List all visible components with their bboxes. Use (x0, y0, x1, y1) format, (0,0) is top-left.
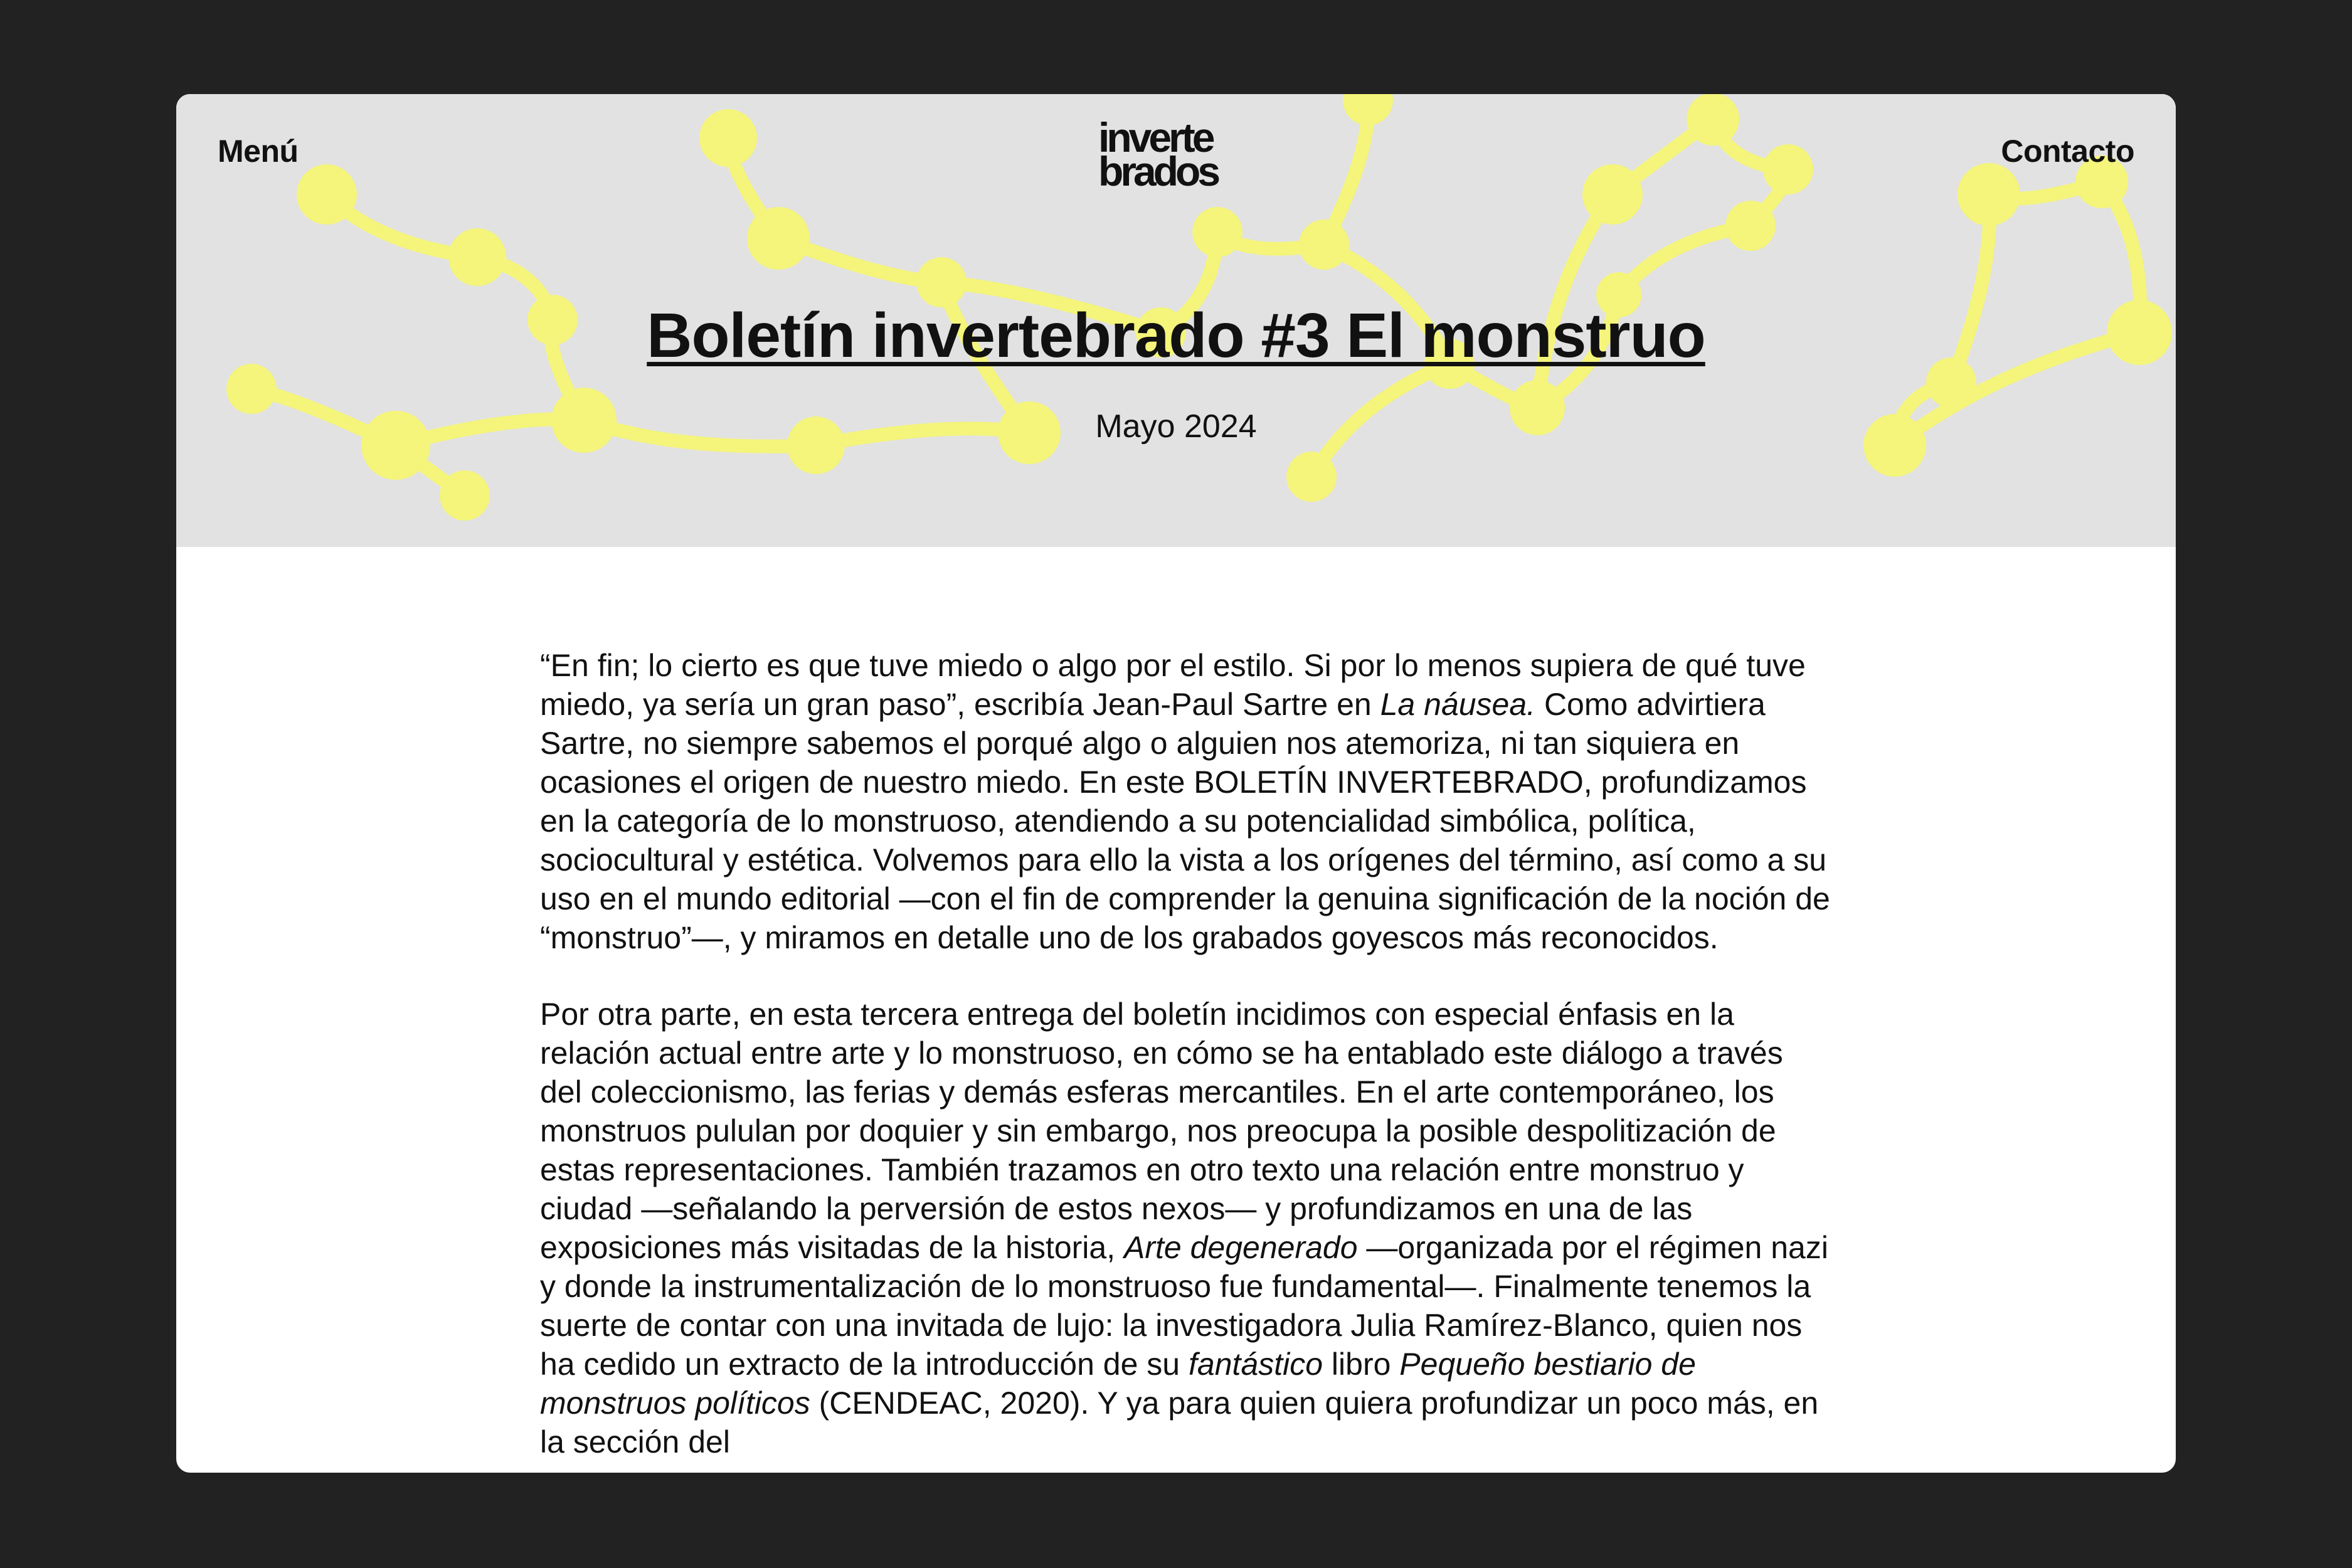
pattern-node (1299, 220, 1349, 270)
pattern-node (297, 164, 357, 225)
paragraph-2: Por otra parte, en esta tercera entrega del boletín incidimos con especial énfasis en la relación actual entre arte y lo monstruoso, en cómo se ha entablado este diálogo a través del coleccionismo, las ferias y demás esferas mercantiles. En el arte contemporáneo, los monstruos pululan por doquier y sin embargo, nos preocupa la posible despolitización de estas representaciones. También trazamos en otro texto una relación entre monstruo y ciudad —señalando la perversión de estos nexos— y profundizamos en una de las exposiciones más visitadas de la historia, Arte degenerado —organizada por el régimen nazi y donde la instrumentalización de lo monstruoso fue fundamental—. Finalmente tenemos la suerte de contar con una invitada de lujo: la investigadora Julia Ramírez-Blanco, quien nos ha cedido un extracto de la introducción de su fantástico libro Pequeño bestiario de monstruos políticos (CENDEAC, 2020). Y ya para quien quiera profundizar un poco más, en la sección del (540, 997, 1828, 1459)
logo-line-2: brados (1098, 148, 1218, 194)
pattern-node (1687, 94, 1739, 146)
pattern-node (747, 207, 810, 270)
pattern-node (1343, 94, 1393, 125)
logo-line-1: inverte (1098, 114, 1212, 161)
browser-window (176, 94, 2176, 1473)
publish-date: Mayo 2024 (1095, 408, 1257, 445)
pattern-node (1286, 452, 1337, 502)
menu-link[interactable]: Menú (218, 134, 299, 169)
page-title[interactable]: Boletín invertebrado #3 El monstruo (647, 300, 1705, 371)
pattern-node (699, 109, 757, 167)
pattern-node (1582, 164, 1643, 225)
logo[interactable] (1098, 114, 1255, 194)
book-title-la-nausea: La náusea. (1380, 687, 1536, 722)
pattern-node (1725, 201, 1776, 251)
pattern-node (1763, 144, 1813, 194)
hero-header (176, 94, 2176, 547)
contact-link[interactable]: Contacto (2001, 134, 2134, 169)
pattern-node (1192, 207, 1242, 257)
book-title-bestiario: Pequeño bestiario de monstruos políticos (540, 1347, 1696, 1421)
pattern-node (1957, 163, 2020, 226)
pattern-node (448, 228, 506, 286)
article-body (540, 646, 1832, 1473)
exhibition-title: Arte degenerado (1124, 1230, 1358, 1265)
pattern-node (440, 470, 490, 521)
paragraph-1: “En fin; lo cierto es que tuve miedo o algo por el estilo. Si por lo menos supiera de qué tuve miedo, ya sería un gran paso”, escribía Jean-Paul Sartre en La náusea. Como advirtiera Sartre, no siempre sabemos el porqué algo o alguien nos atemoriza, ni tan siquiera en ocasiones el origen de nuestro miedo. En este BOLETÍN INVERTEBRADO, profundizamos en la categoría de lo monstruoso, atendiendo a su potencialidad simbólica, política, sociocultural y estética. Volvemos para ello la vista a los orígenes del término, así como a su uso en el mundo editorial —con el fin de comprender la genuina significación de la noción de “monstruo”—, y miramos en detalle uno de los grabados goyescos más reconocidos. (540, 648, 1830, 955)
